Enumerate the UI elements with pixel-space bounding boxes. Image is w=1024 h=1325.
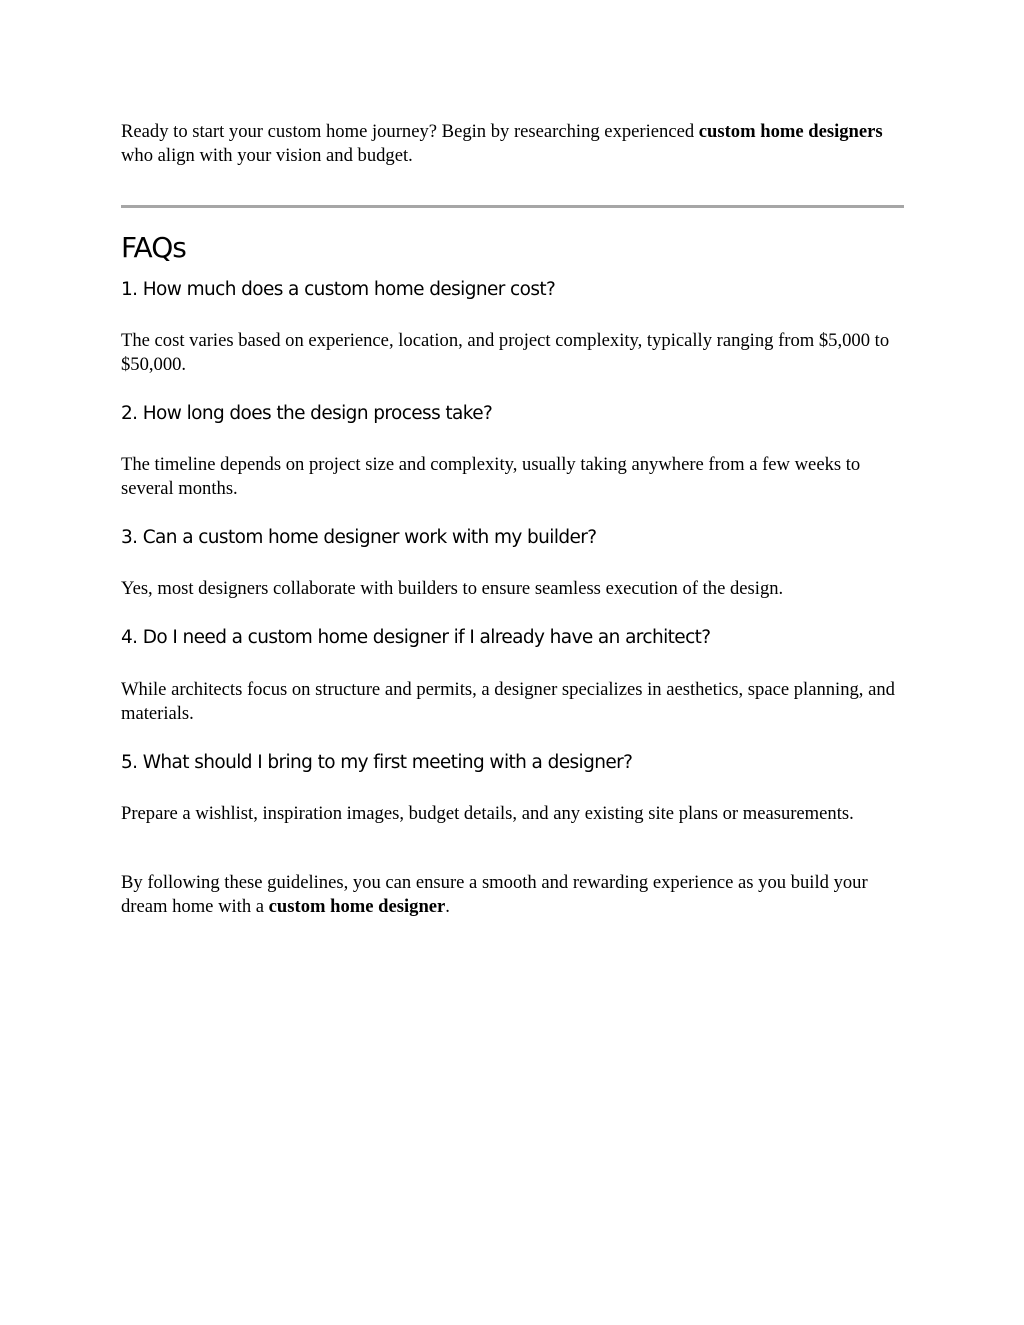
faq-answer-3: Yes, most designers collaborate with builders to ensure seamless execution of the design.: [121, 578, 784, 599]
faq-answer-4: While architects focus on structure and permits, a designer specializes in aesthetics, space planning, and materials.: [121, 679, 895, 724]
faq-answer-2: The timeline depends on project size and complexity, usually taking anywhere from a few weeks to several months.: [121, 454, 861, 499]
faq-answer-1: The cost varies based on experience, location, and project complexity, typically ranging from $5,000 to $50,000.: [121, 330, 890, 375]
intro-paragraph: [121, 120, 904, 167]
faqs-heading: FAQs: [121, 231, 186, 264]
intro-text-before: Ready to start your custom home journey? Begin by researching experienced: [121, 121, 699, 142]
closing-bold-keyword: custom home designer: [268, 895, 446, 917]
faq-answer-5: Prepare a wishlist, inspiration images, budget details, and any existing site plans or measurements.: [121, 803, 854, 824]
faq-question-5: 5. What should I bring to my first meeting with a designer?: [121, 752, 633, 773]
closing-text-before: By following these guidelines, you can ensure a smooth and rewarding experience as you build your dream home with a: [121, 872, 868, 917]
faq-question-2: 2. How long does the design process take?: [121, 403, 493, 424]
faq-question-1: 1. How much does a custom home designer cost?: [121, 279, 556, 300]
faq-question-3: 3. Can a custom home designer work with my builder?: [121, 527, 597, 548]
closing-text-after: .: [445, 895, 450, 917]
intro-text-after: who align with your vision and budget.: [121, 144, 413, 166]
intro-bold-keyword: custom home designers: [698, 121, 883, 142]
closing-paragraph: [121, 871, 904, 918]
horizontal-divider: [121, 205, 904, 208]
faq-question-4: 4. Do I need a custom home designer if I already have an architect?: [121, 627, 711, 648]
